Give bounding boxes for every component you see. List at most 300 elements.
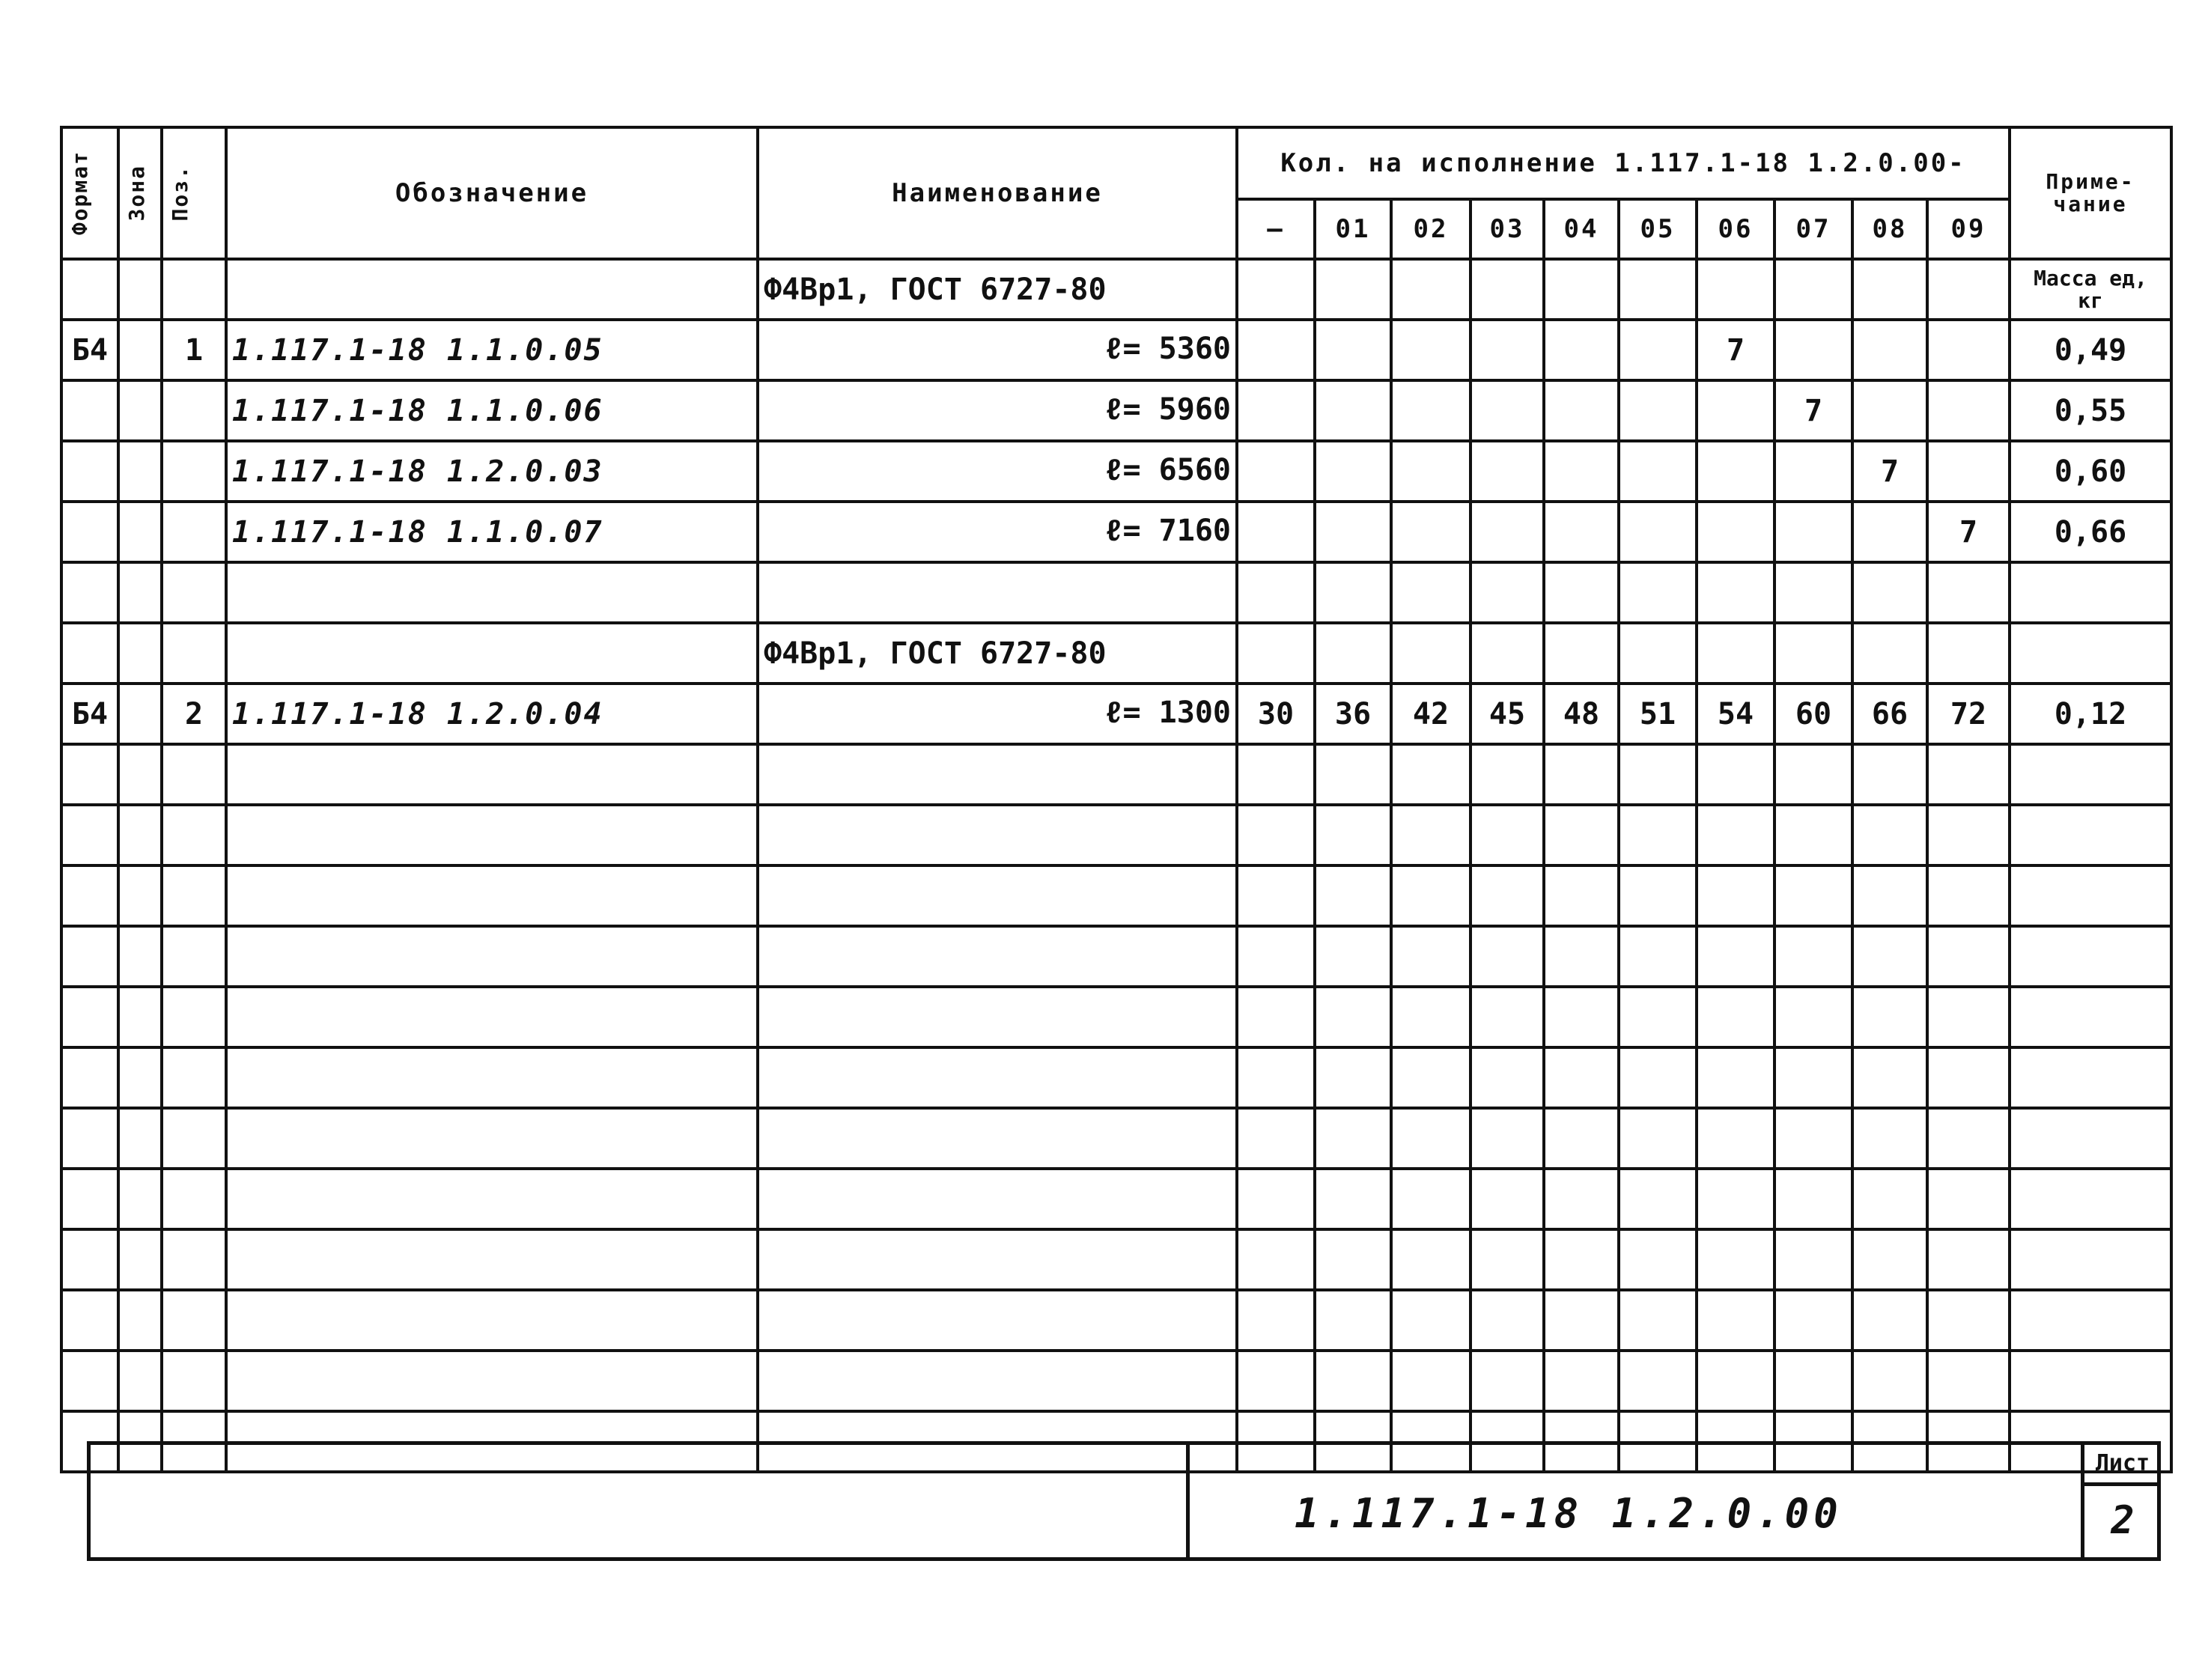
empty-cell: [1774, 1229, 1852, 1290]
empty-cell: [1237, 865, 1315, 926]
empty-cell: [226, 744, 758, 805]
empty-cell: [1391, 1047, 1471, 1108]
empty-cell: [1619, 1229, 1697, 1290]
empty-cell: [162, 1351, 226, 1411]
empty-cell: [1697, 1290, 1774, 1351]
qty-cell: [1619, 502, 1697, 562]
empty-cell: [1619, 1290, 1697, 1351]
qty-cell: [1927, 320, 2010, 380]
empty-cell: [1237, 1229, 1315, 1290]
qty-cell: [1315, 623, 1391, 684]
empty-cell: [1237, 1047, 1315, 1108]
table-row: [61, 380, 2171, 441]
designation-cell: 1.117.1-18 1.1.0.07: [226, 502, 758, 562]
empty-cell: [1619, 1351, 1697, 1411]
qty-header: Кол. на исполнение 1.117.1-18 1.2.0.00-: [1237, 127, 2010, 199]
empty-cell: [1852, 926, 1927, 987]
qty-cell: [1697, 623, 1774, 684]
note-cell: Масса ед, кг: [2010, 259, 2171, 320]
empty-cell: [1544, 987, 1619, 1047]
empty-cell: [1697, 865, 1774, 926]
qty-cell: [1471, 502, 1544, 562]
table-row: [61, 562, 2171, 623]
empty-cell: [758, 1290, 1237, 1351]
empty-cell: [1774, 865, 1852, 926]
empty-cell: [1619, 744, 1697, 805]
zone-cell: [118, 562, 162, 623]
qty-cell: 36: [1315, 684, 1391, 744]
format-cell: Б4: [61, 320, 118, 380]
empty-cell: [61, 805, 118, 865]
title-block-main: [1186, 1445, 2084, 1557]
table-row: [61, 320, 2171, 380]
qty-cell: [1927, 623, 2010, 684]
note-header: Приме-чание: [2010, 127, 2171, 259]
empty-cell: [1471, 1229, 1544, 1290]
empty-cell: [118, 926, 162, 987]
empty-cell: [1774, 744, 1852, 805]
qty-cell: [1237, 380, 1315, 441]
empty-cell: [1619, 1108, 1697, 1169]
qty-cell: [1697, 562, 1774, 623]
table-row-empty: [61, 1290, 2171, 1351]
empty-cell: [226, 1108, 758, 1169]
empty-cell: [1315, 926, 1391, 987]
qty-cell: 45: [1471, 684, 1544, 744]
designation-cell: 1.117.1-18 1.1.0.06: [226, 380, 758, 441]
format-header: Формат: [61, 127, 118, 259]
empty-cell: [226, 1047, 758, 1108]
empty-cell: [118, 1351, 162, 1411]
empty-cell: [1852, 1351, 1927, 1411]
empty-cell: [162, 1290, 226, 1351]
empty-cell: [1391, 987, 1471, 1047]
qty-cell: [1391, 320, 1471, 380]
qty-cell: [1471, 441, 1544, 502]
table-row-empty: [61, 987, 2171, 1047]
empty-cell: [162, 865, 226, 926]
empty-cell: [2010, 744, 2171, 805]
qty-cell: [1619, 441, 1697, 502]
empty-cell: [1774, 1290, 1852, 1351]
pos-cell: 1: [162, 320, 226, 380]
empty-cell: [758, 1047, 1237, 1108]
qty-cell: [1774, 562, 1852, 623]
empty-cell: [61, 1290, 118, 1351]
empty-cell: [1774, 1351, 1852, 1411]
table-row-empty: [61, 926, 2171, 987]
table-row: [61, 259, 2171, 320]
empty-cell: [61, 987, 118, 1047]
empty-cell: [1237, 1169, 1315, 1229]
empty-cell: [61, 1229, 118, 1290]
qty-cell: [1391, 502, 1471, 562]
note-cell: [2010, 562, 2171, 623]
table-row-empty: [61, 1351, 2171, 1411]
empty-cell: [1315, 865, 1391, 926]
format-cell: [61, 441, 118, 502]
empty-cell: [1544, 805, 1619, 865]
empty-cell: [1927, 926, 2010, 987]
empty-cell: [226, 865, 758, 926]
qty-cell: [1852, 502, 1927, 562]
designation-cell: 1.117.1-18 1.2.0.04: [226, 684, 758, 744]
empty-cell: [1927, 1047, 2010, 1108]
zone-cell: [118, 502, 162, 562]
empty-cell: [162, 1108, 226, 1169]
empty-cell: [2010, 987, 2171, 1047]
empty-cell: [2010, 805, 2171, 865]
empty-cell: [1852, 744, 1927, 805]
variant-header: 02: [1391, 199, 1471, 259]
qty-cell: [1391, 562, 1471, 623]
qty-cell: 72: [1927, 684, 2010, 744]
empty-cell: [1697, 805, 1774, 865]
qty-cell: 48: [1544, 684, 1619, 744]
table-row-empty: [61, 1108, 2171, 1169]
variant-header: —: [1237, 199, 1315, 259]
empty-cell: [118, 865, 162, 926]
qty-cell: 54: [1697, 684, 1774, 744]
variant-header: 03: [1471, 199, 1544, 259]
empty-cell: [1619, 1047, 1697, 1108]
title-block: [87, 1441, 2161, 1561]
qty-cell: [1471, 623, 1544, 684]
empty-cell: [1391, 926, 1471, 987]
empty-cell: [1471, 987, 1544, 1047]
empty-cell: [1852, 1047, 1927, 1108]
pos-header: Поз.: [162, 127, 226, 259]
qty-cell: [1391, 441, 1471, 502]
table-row: [61, 441, 2171, 502]
qty-cell: 66: [1852, 684, 1927, 744]
empty-cell: [1471, 865, 1544, 926]
empty-cell: [1391, 1351, 1471, 1411]
specification-table: [60, 126, 2173, 1473]
designation-cell: 1.117.1-18 1.2.0.03: [226, 441, 758, 502]
empty-cell: [1927, 1169, 2010, 1229]
empty-cell: [1315, 1169, 1391, 1229]
empty-cell: [758, 1229, 1237, 1290]
qty-cell: [1391, 380, 1471, 441]
note-cell: 0,12: [2010, 684, 2171, 744]
table-row: [61, 623, 2171, 684]
empty-cell: [118, 987, 162, 1047]
qty-cell: 60: [1774, 684, 1852, 744]
qty-cell: [1315, 259, 1391, 320]
qty-cell: [1852, 562, 1927, 623]
empty-cell: [1619, 926, 1697, 987]
name-cell: ℓ= 5960: [758, 380, 1237, 441]
qty-cell: 51: [1619, 684, 1697, 744]
empty-cell: [226, 1229, 758, 1290]
empty-cell: [61, 744, 118, 805]
empty-cell: [1697, 744, 1774, 805]
empty-cell: [118, 1290, 162, 1351]
qty-cell: [1927, 380, 2010, 441]
empty-cell: [2010, 1108, 2171, 1169]
qty-cell: [1927, 441, 2010, 502]
qty-cell: [1774, 259, 1852, 320]
empty-cell: [1927, 1108, 2010, 1169]
empty-cell: [1774, 987, 1852, 1047]
qty-cell: [1544, 320, 1619, 380]
empty-cell: [1619, 805, 1697, 865]
empty-cell: [1927, 865, 2010, 926]
qty-cell: [1852, 320, 1927, 380]
variant-header: 08: [1852, 199, 1927, 259]
empty-cell: [61, 1169, 118, 1229]
qty-cell: 7: [1852, 441, 1927, 502]
empty-cell: [1544, 744, 1619, 805]
empty-cell: [118, 1229, 162, 1290]
zone-cell: [118, 441, 162, 502]
qty-cell: [1391, 623, 1471, 684]
empty-cell: [1237, 1351, 1315, 1411]
empty-cell: [1619, 865, 1697, 926]
empty-cell: [1697, 1047, 1774, 1108]
empty-cell: [118, 744, 162, 805]
qty-cell: [1237, 441, 1315, 502]
empty-cell: [162, 1169, 226, 1229]
qty-cell: [1852, 623, 1927, 684]
empty-cell: [61, 865, 118, 926]
empty-cell: [1471, 1290, 1544, 1351]
empty-cell: [1391, 1108, 1471, 1169]
empty-cell: [1774, 1047, 1852, 1108]
empty-cell: [1697, 987, 1774, 1047]
empty-cell: [1315, 1290, 1391, 1351]
qty-cell: [1315, 502, 1391, 562]
document-designation: 1.117.1-18 1.2.0.00: [1295, 1490, 1843, 1537]
qty-cell: [1315, 380, 1391, 441]
empty-cell: [118, 1169, 162, 1229]
qty-cell: 42: [1391, 684, 1471, 744]
qty-cell: [1315, 441, 1391, 502]
empty-cell: [226, 1290, 758, 1351]
name-cell: ℓ= 6560: [758, 441, 1237, 502]
empty-cell: [1237, 1290, 1315, 1351]
qty-cell: [1315, 562, 1391, 623]
empty-cell: [226, 926, 758, 987]
designation-cell: [226, 562, 758, 623]
empty-cell: [1619, 1169, 1697, 1229]
note-cell: [2010, 623, 2171, 684]
empty-cell: [1471, 1108, 1544, 1169]
empty-cell: [162, 926, 226, 987]
qty-cell: [1774, 441, 1852, 502]
name-cell: [758, 562, 1237, 623]
pos-cell: 2: [162, 684, 226, 744]
empty-cell: [758, 865, 1237, 926]
qty-cell: [1619, 623, 1697, 684]
empty-cell: [1544, 1351, 1619, 1411]
format-cell: [61, 623, 118, 684]
empty-cell: [758, 1351, 1237, 1411]
empty-cell: [1237, 1108, 1315, 1169]
empty-cell: [1237, 744, 1315, 805]
note-cell: 0,66: [2010, 502, 2171, 562]
qty-cell: [1544, 259, 1619, 320]
format-cell: [61, 380, 118, 441]
qty-cell: [1471, 259, 1544, 320]
qty-cell: [1544, 502, 1619, 562]
qty-cell: [1471, 380, 1544, 441]
empty-cell: [1544, 1169, 1619, 1229]
empty-cell: [1237, 987, 1315, 1047]
qty-cell: [1774, 623, 1852, 684]
empty-cell: [1774, 805, 1852, 865]
empty-cell: [1927, 987, 2010, 1047]
empty-cell: [1315, 1351, 1391, 1411]
sheet-number: 2: [2111, 1498, 2135, 1543]
empty-cell: [61, 1047, 118, 1108]
empty-cell: [1697, 1169, 1774, 1229]
note-cell: 0,60: [2010, 441, 2171, 502]
empty-cell: [1391, 1229, 1471, 1290]
empty-cell: [1391, 744, 1471, 805]
empty-cell: [162, 744, 226, 805]
sheet-number-box: [2081, 1445, 2161, 1557]
qty-cell: 30: [1237, 684, 1315, 744]
empty-cell: [1391, 805, 1471, 865]
empty-cell: [1315, 987, 1391, 1047]
empty-cell: [226, 1169, 758, 1229]
qty-cell: [1237, 320, 1315, 380]
pos-cell: [162, 259, 226, 320]
empty-cell: [1852, 987, 1927, 1047]
qty-cell: [1697, 259, 1774, 320]
empty-cell: [758, 744, 1237, 805]
qty-cell: [1927, 562, 2010, 623]
qty-cell: [1927, 259, 2010, 320]
qty-cell: [1544, 562, 1619, 623]
variant-header: 09: [1927, 199, 2010, 259]
zone-cell: [118, 623, 162, 684]
empty-cell: [226, 1351, 758, 1411]
qty-cell: [1852, 380, 1927, 441]
qty-cell: [1774, 502, 1852, 562]
designation-cell: [226, 623, 758, 684]
qty-cell: [1619, 380, 1697, 441]
empty-cell: [61, 926, 118, 987]
empty-cell: [1237, 805, 1315, 865]
empty-cell: [2010, 865, 2171, 926]
table-row-empty: [61, 744, 2171, 805]
empty-cell: [1544, 1047, 1619, 1108]
empty-cell: [1471, 805, 1544, 865]
empty-cell: [1544, 1108, 1619, 1169]
empty-cell: [162, 1229, 226, 1290]
name-cell: ℓ= 7160: [758, 502, 1237, 562]
variant-header: 07: [1774, 199, 1852, 259]
name-cell: Ф4Вр1, ГОСТ 6727-80: [758, 259, 1237, 320]
empty-cell: [1391, 865, 1471, 926]
empty-cell: [162, 805, 226, 865]
empty-cell: [1471, 1169, 1544, 1229]
empty-cell: [1697, 926, 1774, 987]
empty-cell: [2010, 1290, 2171, 1351]
empty-cell: [1927, 1229, 2010, 1290]
note-cell: 0,49: [2010, 320, 2171, 380]
pos-cell: [162, 562, 226, 623]
empty-cell: [2010, 1169, 2171, 1229]
empty-cell: [2010, 1351, 2171, 1411]
format-cell: [61, 259, 118, 320]
qty-cell: [1774, 320, 1852, 380]
qty-cell: [1471, 562, 1544, 623]
qty-cell: [1619, 259, 1697, 320]
empty-cell: [1774, 926, 1852, 987]
name-cell: ℓ= 1300: [758, 684, 1237, 744]
zone-cell: [118, 684, 162, 744]
qty-cell: [1697, 441, 1774, 502]
empty-cell: [1852, 1108, 1927, 1169]
qty-cell: [1237, 562, 1315, 623]
empty-cell: [61, 1108, 118, 1169]
table-row-empty: [61, 805, 2171, 865]
empty-cell: [1315, 1047, 1391, 1108]
empty-cell: [1852, 1169, 1927, 1229]
name-cell: Ф4Вр1, ГОСТ 6727-80: [758, 623, 1237, 684]
empty-cell: [1544, 926, 1619, 987]
qty-cell: [1544, 623, 1619, 684]
empty-cell: [226, 805, 758, 865]
empty-cell: [758, 805, 1237, 865]
qty-cell: [1471, 320, 1544, 380]
format-cell: [61, 562, 118, 623]
qty-cell: [1237, 259, 1315, 320]
empty-cell: [1237, 926, 1315, 987]
empty-cell: [1852, 1229, 1927, 1290]
empty-cell: [162, 987, 226, 1047]
empty-cell: [1697, 1108, 1774, 1169]
qty-cell: [1237, 623, 1315, 684]
empty-cell: [1315, 1108, 1391, 1169]
qty-cell: [1619, 562, 1697, 623]
qty-cell: [1544, 380, 1619, 441]
qty-cell: 7: [1774, 380, 1852, 441]
format-cell: Б4: [61, 684, 118, 744]
empty-cell: [118, 1047, 162, 1108]
empty-cell: [1619, 987, 1697, 1047]
empty-cell: [1315, 805, 1391, 865]
empty-cell: [1544, 1229, 1619, 1290]
variant-header: 06: [1697, 199, 1774, 259]
empty-cell: [2010, 1047, 2171, 1108]
empty-cell: [758, 926, 1237, 987]
pos-cell: [162, 623, 226, 684]
qty-cell: 7: [1927, 502, 2010, 562]
empty-cell: [1697, 1229, 1774, 1290]
empty-cell: [1471, 1047, 1544, 1108]
name-cell: ℓ= 5360: [758, 320, 1237, 380]
empty-cell: [1774, 1108, 1852, 1169]
empty-cell: [1927, 805, 2010, 865]
qty-cell: [1619, 320, 1697, 380]
empty-cell: [1471, 744, 1544, 805]
empty-cell: [2010, 926, 2171, 987]
empty-cell: [1927, 744, 2010, 805]
variant-header: 04: [1544, 199, 1619, 259]
note-cell: 0,55: [2010, 380, 2171, 441]
table-row-empty: [61, 865, 2171, 926]
zone-cell: [118, 380, 162, 441]
empty-cell: [1544, 865, 1619, 926]
qty-cell: [1544, 441, 1619, 502]
empty-cell: [1544, 1290, 1619, 1351]
empty-cell: [2010, 1229, 2171, 1290]
